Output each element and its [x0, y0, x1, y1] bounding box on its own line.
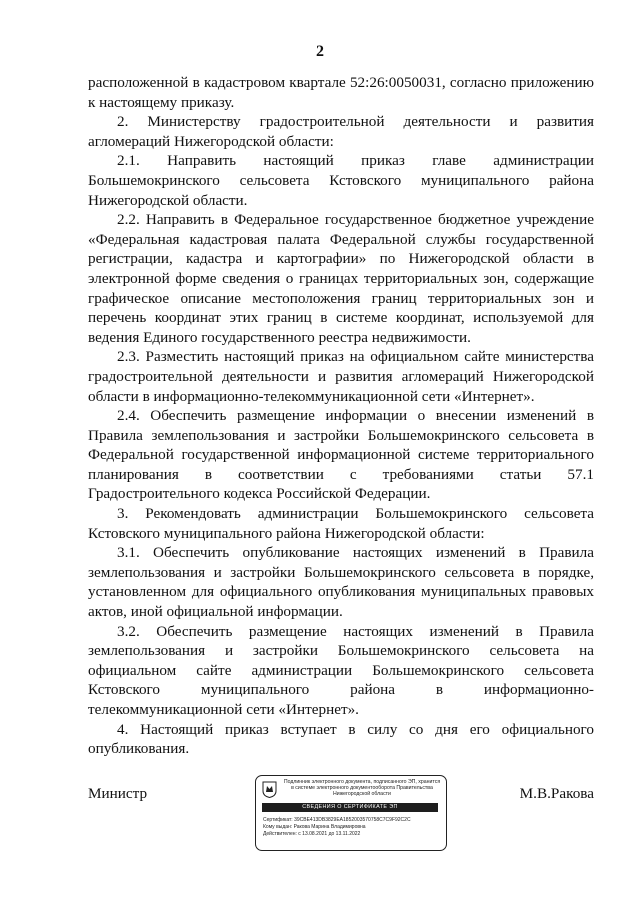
coat-of-arms-icon	[262, 781, 277, 798]
paragraph-item-3-1: 3.1. Обеспечить опубликование настоящих изменений в Правила землепользования и застройки Большемокринского сельсовета в порядке, установленном для официального опубликования муниципальных правовых актов, иной официальной информации.	[88, 544, 594, 621]
stamp-notice: Подлинник электронного документа, подписанного ЭП, хранится в системе электронного документооборота Правительства Нижегородской области	[283, 779, 441, 798]
paragraph-item-3: 3. Рекомендовать администрации Большемокринского сельсовета Кстовского муниципального района Нижегородской области:	[88, 505, 594, 542]
paragraph-continuation: расположенной в кадастровом квартале 52:26:0050031, согласно приложению к настоящему приказу.	[88, 74, 594, 111]
signature-block	[88, 775, 594, 855]
paragraph-item-2-3: 2.3. Разместить настоящий приказ на официальном сайте министерства градостроительной деятельности и развития агломераций Нижегородской области в информационно-телекоммуникационной сети «Интернет».	[88, 348, 594, 405]
paragraph-item-2-1: 2.1. Направить настоящий приказ главе администрации Большемокринского сельсовета Кстовского муниципального района Нижегородской области.	[88, 152, 594, 209]
signatory-name: М.В.Ракова	[519, 785, 594, 802]
document-body	[88, 73, 594, 759]
paragraph-item-2-2: 2.2. Направить в Федеральное государственное бюджетное учреждение «Федеральная кадастровая палата Федеральной службы государственной регистрации, кадастра и картографии» по Нижегородской области в электронной форме сведения о границах территориальных зон, содержащие графическое описание местоположения границ территориальных зон и перечень координат этих границ в системе координат, используемой для ведения Единого государственного реестра недвижимости.	[88, 211, 594, 346]
stamp-banner: СВЕДЕНИЯ О СЕРТИФИКАТЕ ЭП	[262, 803, 438, 812]
paragraph-item-2-4: 2.4. Обеспечить размещение информации о внесении изменений в Правила землепользования и застройки Большемокринского сельсовета в Федеральной государственной информационной системе территориального планирования в соответствии с требованиями статьи 57.1 Градостроительного кодекса Российской Федерации.	[88, 407, 594, 503]
signatory-title: Министр	[88, 785, 148, 802]
paragraph-item-2: 2. Министерству градостроительной деятельности и развития агломераций Нижегородской области:	[88, 113, 594, 150]
stamp-validity: Действителен: с 13.08.2021 до 13.11.2022	[263, 831, 361, 838]
stamp-owner: Кому выдан: Ракова Марина Владимировна	[263, 824, 366, 831]
page-number: 2	[316, 43, 324, 60]
stamp-certificate: Сертификат: 39CBE413DB3829EA1852003570758C7C9F92C2C	[263, 817, 411, 823]
paragraph-item-3-2: 3.2. Обеспечить размещение настоящих изменений в Правила землепользования и застройки Большемокринского сельсовета на официальном сайте администрации Большемокринского сельсовета Кстовского муниципального района в информационно-телекоммуникационной сети «Интернет».	[88, 622, 594, 718]
stamp-details	[263, 817, 439, 839]
paragraph-item-4: 4. Настоящий приказ вступает в силу со дня его официального опубликования.	[88, 720, 594, 758]
electronic-signature-stamp	[255, 775, 447, 851]
